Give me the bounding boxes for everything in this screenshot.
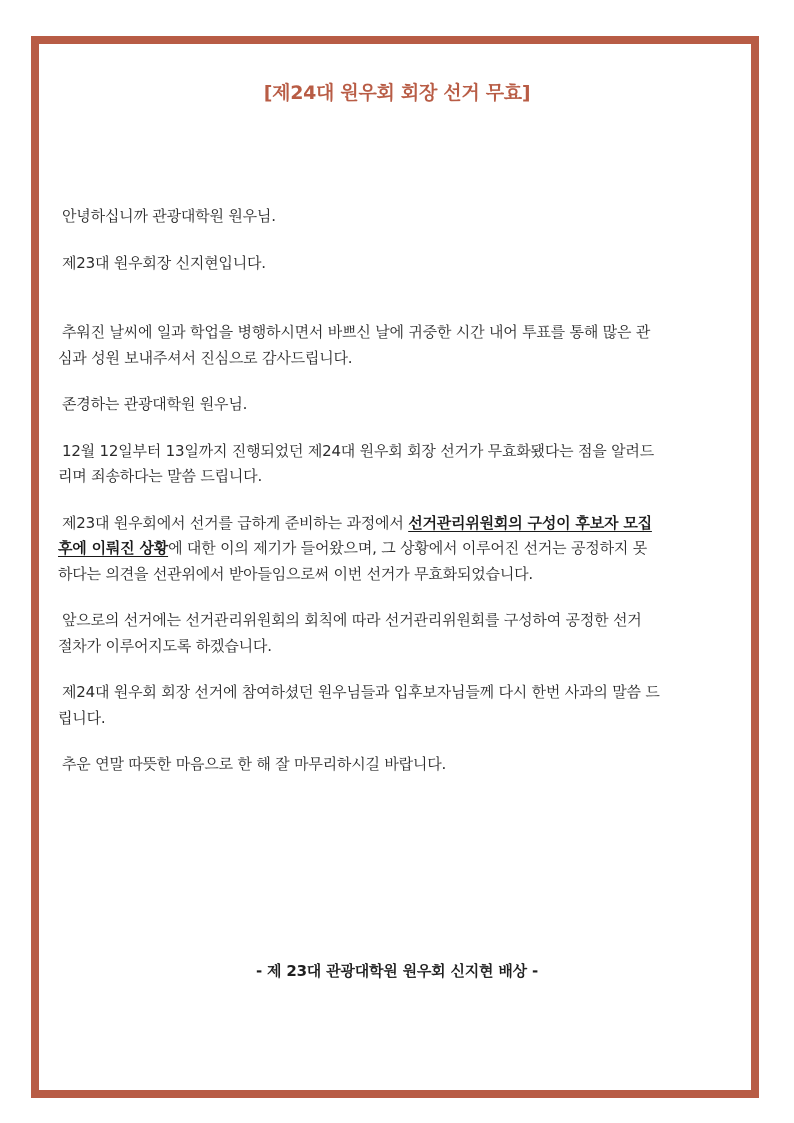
signature: - 제 23대 관광대학원 원우회 신지현 배상 - bbox=[255, 962, 539, 980]
intro-paragraph: 제23대 원우회장 신지현입니다. bbox=[62, 253, 266, 272]
document-title: [제24대 원우회 회장 선거 무효] bbox=[263, 82, 531, 104]
apology-paragraph bbox=[58, 680, 660, 731]
reason-highlight: 선거관리위원회의 구성이 후보자 모집 후에 이뤄진 상황 bbox=[58, 513, 652, 557]
announcement-text: 12월 12일부터 13일까지 진행되었던 제24대 원우회 회장 선거가 무효화됐다는 점을 알려드리며 죄송하다는 말씀 드립니다. bbox=[58, 441, 655, 485]
future-paragraph bbox=[58, 608, 660, 659]
closing-paragraph: 추운 연말 따뜻한 마음으로 한 해 잘 마무리하시길 바랍니다. bbox=[62, 755, 447, 773]
reason-text-after: 에 대한 이의 제기가 들어왔으며, 그 상황에서 이루어진 선거는 공정하지 못하다는 의견을 선관위에서 받아들임으로써 이번 선거가 무효화되었습니다. bbox=[58, 539, 648, 583]
thanks-text: 추워진 날씨에 일과 학업을 병행하시면서 바쁘신 날에 귀중한 시간 내어 투표를 통해 많은 관심과 성원 보내주셔서 진심으로 감사드립니다. bbox=[58, 323, 651, 367]
letter-body bbox=[58, 204, 660, 778]
reason-text-before: 제23대 원우회에서 선거를 급하게 준비하는 과정에서 bbox=[62, 513, 409, 532]
apology-text: 제24대 원우회 회장 선거에 참여하셨던 원우님들과 입후보자님들께 다시 한번 사과의 말씀 드립니다. bbox=[58, 683, 660, 727]
reason-paragraph bbox=[58, 511, 660, 588]
address-paragraph: 존경하는 관광대학원 원우님. bbox=[62, 395, 248, 413]
thanks-paragraph bbox=[58, 320, 660, 371]
announcement-paragraph bbox=[58, 439, 660, 490]
future-text: 앞으로의 선거에는 선거관리위원회의 회칙에 따라 선거관리위원회를 구성하여 공정한 선거 절차가 이루어지도록 하겠습니다. bbox=[58, 611, 642, 655]
greeting-paragraph: 안녕하십니까 관광대학원 원우님. bbox=[62, 207, 276, 225]
